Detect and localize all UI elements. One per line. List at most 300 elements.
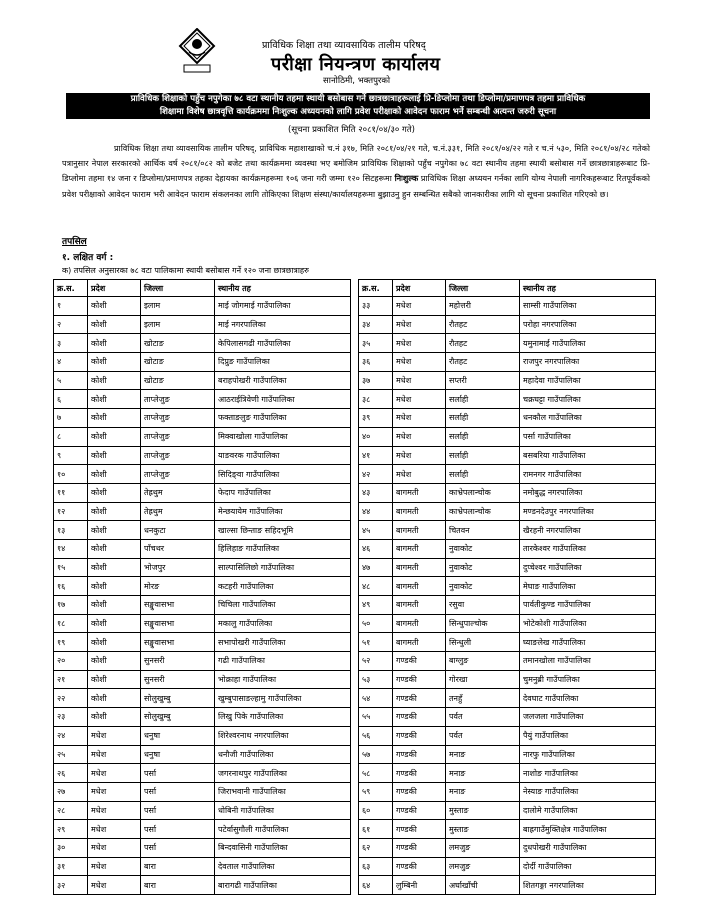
cell-province: कोशी (88, 409, 141, 428)
table-row (54, 427, 351, 446)
cell-province: बागमती (393, 633, 446, 652)
cell-province: बागमती (393, 577, 446, 596)
table-row (54, 390, 351, 409)
nepal-emblem-icon (178, 28, 216, 74)
cell-district: सर्लाही (446, 465, 520, 484)
cell-district: सर्लाही (446, 446, 520, 465)
table-row (359, 652, 656, 671)
cell-local-level: दुप्चेश्वर गाउँपालिका (520, 558, 656, 577)
cell-serial: २८ (54, 801, 88, 820)
table-row (359, 315, 656, 334)
table-row (359, 764, 656, 783)
cell-serial: ५५ (359, 708, 393, 727)
table-row (359, 539, 656, 558)
table-row (359, 371, 656, 390)
cell-province: कोशी (88, 652, 141, 671)
table-row (54, 633, 351, 652)
cell-province: मधेश (88, 745, 141, 764)
cell-district: मोरङ (141, 577, 215, 596)
cell-district: पर्वत (446, 708, 520, 727)
table-row (359, 708, 656, 727)
cell-serial: १ (54, 297, 88, 316)
cell-serial: १९ (54, 633, 88, 652)
cell-province: मधेश (393, 409, 446, 428)
cell-district: काभ्रेपलान्चोक (446, 502, 520, 521)
table-row (54, 726, 351, 745)
cell-serial: ३३ (359, 297, 393, 316)
cell-local-level: भोक्राहा गाउँपालिका (215, 670, 351, 689)
cell-province: कोशी (88, 427, 141, 446)
cell-local-level: देवताल गाउँपालिका (215, 857, 351, 876)
cell-serial: ११ (54, 483, 88, 502)
cell-district: सोलुखुम्बु (141, 708, 215, 727)
cell-serial: २९ (54, 820, 88, 839)
cell-local-level: बराहपोखरी गाउँपालिका (215, 371, 351, 390)
table-row (54, 670, 351, 689)
cell-province: कोशी (88, 334, 141, 353)
cell-province: मधेश (393, 297, 446, 316)
org-name: प्राविधिक शिक्षा तथा व्यावसायिक तालीम परिषद् (262, 40, 426, 51)
banner-line-1: प्राविधिक शिक्षाको पहुँच नपुगेका ७८ वटा स्थानीय तहमा स्थायी बसोबास गर्ने छात्रछात्राहरूलाई प्रि-डिप्लोमा तथा डिप्लोमा/प्रमाणपत्र तहमा प्राविधिक (130, 94, 586, 104)
cell-district: मुस्ताङ (446, 801, 520, 820)
cell-district: लमजुङ (446, 857, 520, 876)
cell-province: कोशी (88, 297, 141, 316)
table-row (359, 390, 656, 409)
cell-local-level: खैरहनी नगरपालिका (520, 521, 656, 540)
cell-serial: ९ (54, 446, 88, 465)
cell-serial: ३ (54, 334, 88, 353)
table-row (54, 521, 351, 540)
cell-province: मधेश (393, 465, 446, 484)
cell-local-level: मेघाङ गाउँपालिका (520, 577, 656, 596)
cell-province: गण्डकी (393, 745, 446, 764)
cell-serial: ५० (359, 614, 393, 633)
cell-province: मधेश (88, 764, 141, 783)
cell-serial: ४५ (359, 521, 393, 540)
table-row (54, 838, 351, 857)
cell-local-level: पार्वतीकुण्ड गाउँपालिका (520, 596, 656, 615)
table-row (359, 502, 656, 521)
cell-district: सोलुखुम्बु (141, 689, 215, 708)
cell-serial: ७ (54, 409, 88, 428)
cell-district: काभ्रेपलान्चोक (446, 483, 520, 502)
cell-local-level: साल्पासिलिछो गाउँपालिका (215, 558, 351, 577)
table-row (54, 614, 351, 633)
notice-paragraph (62, 141, 650, 202)
cell-serial: १६ (54, 577, 88, 596)
office-location: सानोठिमी, भक्तपुरको (323, 76, 391, 86)
cell-province: बागमती (393, 558, 446, 577)
table-row (359, 446, 656, 465)
cell-district: सङ्खुवासभा (141, 633, 215, 652)
cell-province: मधेश (393, 353, 446, 372)
cell-local-level: यमुनामाई गाउँपालिका (520, 334, 656, 353)
cell-district: तेह्रथुम (141, 483, 215, 502)
cell-district: ताप्लेजुङ (141, 409, 215, 428)
cell-serial: २२ (54, 689, 88, 708)
document-header (0, 0, 703, 140)
header-province: प्रदेश (88, 280, 141, 297)
table-row (359, 614, 656, 633)
cell-province: कोशी (88, 353, 141, 372)
cell-local-level: शिरेश्वरनाथ नगरपालिका (215, 726, 351, 745)
cell-local-level: नेस्याङ गाउँपालिका (520, 782, 656, 801)
cell-local-level: याङवरक गाउँपालिका (215, 446, 351, 465)
cell-province: कोशी (88, 465, 141, 484)
cell-province: गण्डकी (393, 726, 446, 745)
cell-district: पाँचथर (141, 539, 215, 558)
cell-local-level: बाह्रगाउँमुक्तिक्षेत्र गाउँपालिका (520, 820, 656, 839)
paragraph-text-1: प्राविधिक शिक्षा तथा व्यावसायिक तालीम परिषद्, प्राविधिक महाशाखाको च.नं ३१७, मिति २०८१/०४/२१ गते, च.नं.३३१, मिति २०८१/०४/२२ गते र च.नं ५३०, मिति २०८१/०४/२८ गतेको पत्रानुसार नेपाल सरकारको आर्थिक वर्ष २०८१/०८२ को बजेट तथा कार्यक्रममा व्यवस्था भए बमोजिम प्राविधिक शिक्षाको पहुँच नपुगेका ७८ वटा स्थानीय तहमा स्थायी बसोबास गर्ने छात्रछात्राहरूबाट प्रि-डिप्लोमा तहमा १४ जना र डिप्लोमा/प्रमाणपत्र तहका देहायका कार्यक्रमहरूमा १०६ जना गरी जम्मा १२० सिटहरूमा (62, 143, 650, 184)
cell-district: पर्सा (141, 764, 215, 783)
cell-local-level: फक्ताङलुङ गाउँपालिका (215, 409, 351, 428)
cell-local-level: केपिलासगढी गाउँपालिका (215, 334, 351, 353)
cell-local-level: राजपुर नगरपालिका (520, 353, 656, 372)
cell-serial: ४१ (359, 446, 393, 465)
cell-district: मनाङ (446, 745, 520, 764)
table-row (54, 371, 351, 390)
cell-serial: ४ (54, 353, 88, 372)
cell-serial: ४६ (359, 539, 393, 558)
table-row (359, 353, 656, 372)
cell-province: गण्डकी (393, 838, 446, 857)
cell-local-level: धनौजी गाउँपालिका (215, 745, 351, 764)
cell-local-level: पटेर्वासुगौली गाउँपालिका (215, 820, 351, 839)
section-heading: १. लक्षित वर्ग : (62, 253, 114, 263)
table-row (359, 820, 656, 839)
header-province: प्रदेश (393, 280, 446, 297)
cell-local-level: पैयुं गाउँपालिका (520, 726, 656, 745)
cell-district: मनाङ (446, 782, 520, 801)
table-row (359, 596, 656, 615)
cell-district: महोत्तरी (446, 297, 520, 316)
cell-local-level: जिराभवानी गाउँपालिका (215, 782, 351, 801)
cell-serial: ४० (359, 427, 393, 446)
cell-district: चितवन (446, 521, 520, 540)
notice-title-banner (66, 93, 650, 119)
cell-district: नुवाकोट (446, 577, 520, 596)
table-row (359, 633, 656, 652)
cell-local-level: गढी गाउँपालिका (215, 652, 351, 671)
cell-province: कोशी (88, 390, 141, 409)
cell-province: गण्डकी (393, 708, 446, 727)
table-row (54, 820, 351, 839)
cell-district: सर्लाही (446, 390, 520, 409)
cell-serial: ५६ (359, 726, 393, 745)
cell-local-level: पर्सा गाउँपालिका (520, 427, 656, 446)
cell-district: बारा (141, 857, 215, 876)
cell-serial: ५९ (359, 782, 393, 801)
cell-district: खोटाङ (141, 371, 215, 390)
table-row (359, 334, 656, 353)
cell-province: कोशी (88, 502, 141, 521)
table-row (54, 652, 351, 671)
cell-serial: ४७ (359, 558, 393, 577)
cell-district: सुनसरी (141, 652, 215, 671)
paragraph-bold-word: निःशुल्क (394, 173, 419, 184)
cell-serial: १८ (54, 614, 88, 633)
cell-local-level: खुम्बुपासाङल्हामु गाउँपालिका (215, 689, 351, 708)
cell-province: मधेश (393, 371, 446, 390)
table-row (54, 596, 351, 615)
table-row (54, 502, 351, 521)
table-row (359, 689, 656, 708)
table-row (54, 801, 351, 820)
cell-district: तनहुँ (446, 689, 520, 708)
cell-province: गण्डकी (393, 652, 446, 671)
cell-district: अर्घाखाँची (446, 876, 520, 895)
cell-province: मधेश (88, 838, 141, 857)
cell-serial: ८ (54, 427, 88, 446)
cell-local-level: बिन्दवासिनी गाउँपालिका (215, 838, 351, 857)
cell-district: सङ्खुवासभा (141, 614, 215, 633)
cell-district: सिन्धुली (446, 633, 520, 652)
cell-local-level: जगरनाथपुर गाउँपालिका (215, 764, 351, 783)
cell-province: बागमती (393, 521, 446, 540)
cell-district: सङ्खुवासभा (141, 596, 215, 615)
cell-local-level: चिचिला गाउँपालिका (215, 596, 351, 615)
cell-local-level: मेन्छयायेम गाउँपालिका (215, 502, 351, 521)
header-serial: क्र.स. (359, 280, 393, 297)
cell-province: मधेश (393, 334, 446, 353)
cell-local-level: भोटेकोशी गाउँपालिका (520, 614, 656, 633)
cell-province: बागमती (393, 596, 446, 615)
cell-province: बागमती (393, 614, 446, 633)
table-row (54, 745, 351, 764)
table-row (359, 521, 656, 540)
cell-district: धनकुटा (141, 521, 215, 540)
cell-province: कोशी (88, 633, 141, 652)
cell-district: पर्सा (141, 782, 215, 801)
cell-province: लुम्बिनी (393, 876, 446, 895)
table-row (54, 689, 351, 708)
cell-province: कोशी (88, 521, 141, 540)
cell-province: कोशी (88, 558, 141, 577)
table-row (359, 297, 656, 316)
cell-province: कोशी (88, 483, 141, 502)
cell-province: मधेश (393, 427, 446, 446)
cell-serial: १४ (54, 539, 88, 558)
cell-district: इलाम (141, 297, 215, 316)
cell-province: गण्डकी (393, 670, 446, 689)
cell-local-level: परोहा नगरपालिका (520, 315, 656, 334)
cell-province: कोशी (88, 315, 141, 334)
cell-province: मधेश (88, 726, 141, 745)
cell-district: बाग्लुङ (446, 652, 520, 671)
cell-district: ताप्लेजुङ (141, 446, 215, 465)
cell-local-level: दोर्दी गाउँपालिका (520, 857, 656, 876)
cell-district: इलाम (141, 315, 215, 334)
cell-district: रौतहट (446, 353, 520, 372)
cell-local-level: लिखु पिके गाउँपालिका (215, 708, 351, 727)
cell-serial: २० (54, 652, 88, 671)
cell-local-level: माई नगरपालिका (215, 315, 351, 334)
cell-province: गण्डकी (393, 764, 446, 783)
cell-serial: ४४ (359, 502, 393, 521)
table-row (54, 353, 351, 372)
table-row (54, 334, 351, 353)
cell-serial: ५ (54, 371, 88, 390)
cell-serial: ६ (54, 390, 88, 409)
cell-local-level: नमोबुद्ध नगरपालिका (520, 483, 656, 502)
cell-serial: १३ (54, 521, 88, 540)
table-row (359, 801, 656, 820)
cell-province: मधेश (393, 446, 446, 465)
table-row (54, 782, 351, 801)
cell-province: मधेश (88, 857, 141, 876)
table-row (54, 483, 351, 502)
cell-serial: २३ (54, 708, 88, 727)
cell-local-level: दुधपोखरी गाउँपालिका (520, 838, 656, 857)
table-row (359, 427, 656, 446)
table-row (359, 409, 656, 428)
table-row (359, 857, 656, 876)
cell-serial: १० (54, 465, 88, 484)
cell-district: धनुषा (141, 726, 215, 745)
cell-local-level: घ्याङलेख गाउँपालिका (520, 633, 656, 652)
cell-province: कोशी (88, 596, 141, 615)
cell-district: तेह्रथुम (141, 502, 215, 521)
tapasil-heading: तपसिल (62, 237, 87, 247)
table-row (54, 764, 351, 783)
cell-local-level: आठराईत्रिवेणी गाउँपालिका (215, 390, 351, 409)
table-row (54, 577, 351, 596)
cell-serial: ३८ (359, 390, 393, 409)
cell-serial: ४२ (359, 465, 393, 484)
cell-district: पर्सा (141, 801, 215, 820)
cell-local-level: खाल्सा छिन्ताङ सहिदभूमि (215, 521, 351, 540)
cell-local-level: बसबरिया गाउँपालिका (520, 446, 656, 465)
cell-province: गण्डकी (393, 801, 446, 820)
cell-province: मधेश (393, 390, 446, 409)
table-row (54, 315, 351, 334)
table-row (359, 838, 656, 857)
cell-local-level: दिप्रुङ गाउँपालिका (215, 353, 351, 372)
table-row (54, 539, 351, 558)
cell-serial: २७ (54, 782, 88, 801)
cell-district: पर्वत (446, 726, 520, 745)
cell-province: मधेश (88, 876, 141, 895)
cell-district: सिन्धुपाल्चोक (446, 614, 520, 633)
cell-local-level: नाशोङ गाउँपालिका (520, 764, 656, 783)
office-name: परीक्षा नियन्त्रण कार्यालय (271, 54, 441, 75)
cell-serial: ५२ (359, 652, 393, 671)
cell-district: सर्लाही (446, 409, 520, 428)
cell-local-level: धनकौल गाउँपालिका (520, 409, 656, 428)
cell-district: ताप्लेजुङ (141, 465, 215, 484)
cell-local-level: देवघाट गाउँपालिका (520, 689, 656, 708)
cell-serial: २५ (54, 745, 88, 764)
cell-local-level: मकालु गाउँपालिका (215, 614, 351, 633)
cell-province: बागमती (393, 539, 446, 558)
cell-local-level: चक्रघट्टा गाउँपालिका (520, 390, 656, 409)
cell-serial: ५४ (359, 689, 393, 708)
cell-district: नुवाकोट (446, 539, 520, 558)
cell-serial: ३१ (54, 857, 88, 876)
cell-province: गण्डकी (393, 857, 446, 876)
paragraph-text-2: प्राविधिक शिक्षा अध्ययन गर्नका लागि योग्य नेपाली नागरिकहरूबाट रितपूर्वकको प्रवेश परीक्षाको आवेदन फाराम भरी आवेदन फाराम संकलनका लागि तोकिएका शिक्षण संस्था/कार्यालयहरूमा बुझाउनु हुन सम्बन्धित सबैको जानकारीका लागि यो सूचना प्रकाशित गरिएको छ। (62, 173, 650, 199)
cell-serial: २४ (54, 726, 88, 745)
cell-province: कोशी (88, 446, 141, 465)
cell-province: बागमती (393, 502, 446, 521)
cell-province: कोशी (88, 371, 141, 390)
table-header-row (359, 280, 656, 297)
cell-serial: २ (54, 315, 88, 334)
cell-district: बारा (141, 876, 215, 895)
cell-serial: ४८ (359, 577, 393, 596)
cell-serial: ६१ (359, 820, 393, 839)
table-row (54, 297, 351, 316)
cell-local-level: हिलिहाङ गाउँपालिका (215, 539, 351, 558)
cell-local-level: साम्सी गाउँपालिका (520, 297, 656, 316)
cell-serial: १२ (54, 502, 88, 521)
table-row (54, 446, 351, 465)
cell-serial: २६ (54, 764, 88, 783)
cell-local-level: बारागढी गाउँपालिका (215, 876, 351, 895)
cell-serial: ५७ (359, 745, 393, 764)
cell-serial: १५ (54, 558, 88, 577)
cell-serial: ६३ (359, 857, 393, 876)
table-row (54, 558, 351, 577)
cell-province: कोशी (88, 670, 141, 689)
cell-district: ताप्लेजुङ (141, 427, 215, 446)
cell-local-level: तारकेश्वर गाउँपालिका (520, 539, 656, 558)
cell-province: मधेश (88, 820, 141, 839)
cell-district: रसुवा (446, 596, 520, 615)
cell-serial: ४३ (359, 483, 393, 502)
cell-province: मधेश (88, 782, 141, 801)
publish-date: (सूचना प्रकाशित मिति २०८१/०४/३० गते) (288, 125, 415, 135)
cell-serial: ३५ (359, 334, 393, 353)
subsection-heading: क) तपसिल अनुसारका ७८ वटा पालिकामा स्थायी बसोबास गर्ने १२० जना छात्रछात्राहरु (62, 266, 309, 275)
cell-district: गोरखा (446, 670, 520, 689)
table-row (359, 577, 656, 596)
cell-local-level: दालोमे गाउँपालिका (520, 801, 656, 820)
cell-district: खोटाङ (141, 334, 215, 353)
table-row (359, 483, 656, 502)
cell-province: कोशी (88, 539, 141, 558)
municipality-table-right (358, 279, 656, 895)
cell-serial: ५८ (359, 764, 393, 783)
banner-line-2: शिक्षामा विशेष छात्रवृत्ति कार्यक्रममा निःशुल्क अध्ययनको लागि प्रवेश परीक्षाको आवेदन फाराम भर्ने सम्बन्धी अत्यन्त जरुरी सूचना (159, 107, 557, 117)
municipality-table-left (53, 279, 351, 895)
table-row (54, 465, 351, 484)
cell-local-level: नारफु गाउँपालिका (520, 745, 656, 764)
cell-local-level: फेदाप गाउँपालिका (215, 483, 351, 502)
table-header-row (54, 280, 351, 297)
cell-province: गण्डकी (393, 820, 446, 839)
table-row (359, 726, 656, 745)
cell-district: भोजपुर (141, 558, 215, 577)
cell-district: सर्लाही (446, 427, 520, 446)
cell-local-level: सभापोखरी गाउँपालिका (215, 633, 351, 652)
cell-serial: ४९ (359, 596, 393, 615)
header-district: जिल्ला (141, 280, 215, 297)
cell-district: लमजुङ (446, 838, 520, 857)
table-row (54, 857, 351, 876)
cell-province: मधेश (393, 315, 446, 334)
cell-province: गण्डकी (393, 782, 446, 801)
cell-district: मनाङ (446, 764, 520, 783)
cell-province: मधेश (88, 801, 141, 820)
cell-province: कोशी (88, 577, 141, 596)
cell-serial: ३४ (359, 315, 393, 334)
cell-local-level: शितगङ्गा नगरपालिका (520, 876, 656, 895)
cell-district: रौतहट (446, 334, 520, 353)
cell-local-level: धोबिनी गाउँपालिका (215, 801, 351, 820)
table-row (359, 670, 656, 689)
cell-local-level: कटहरी गाउँपालिका (215, 577, 351, 596)
